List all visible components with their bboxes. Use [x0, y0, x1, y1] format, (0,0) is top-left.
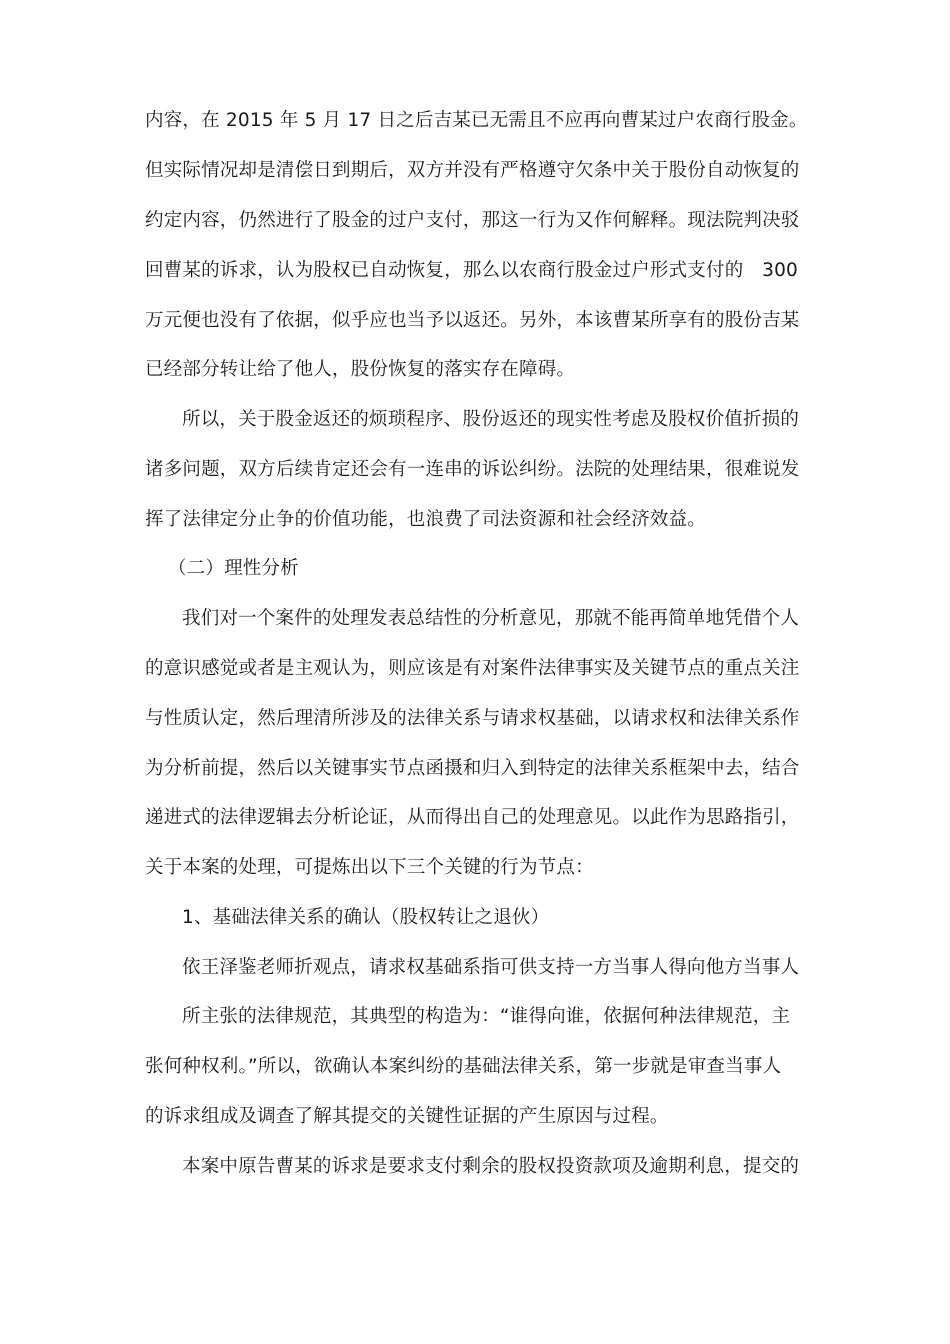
text-line: 诸多问题，双方后续肯定还会有一连串的诉讼纠纷。法院的处理结果，很难说发: [145, 459, 800, 480]
paragraph-first-line: 本案中原告曹某的诉求是要求支付剩余的股权投资款项及逾期利息，提交的: [182, 1156, 800, 1177]
text-line: 所主张的法律规范，其典型的构造为：“谁得向谁，依据何种法律规范，主: [182, 1006, 791, 1027]
text-line: 约定内容，仍然进行了股金的过户支付，那这一行为又作何解释。现法院判决驳: [145, 210, 800, 231]
text-line: 张何种权利。”所以，欲确认本案纠纷的基础法律关系，第一步就是审查当事人: [145, 1056, 782, 1077]
text-line: 内容，在 2015 年 5 月 17 日之后吉某已无需且不应再向曹某过户农商行股金。: [145, 110, 808, 131]
text-line: 递进式的法律逻辑去分析论证，从而得出自己的处理意见。以此作为思路指引，: [145, 807, 800, 828]
text-line: 为分析前提，然后以关键事实节点函摄和归入到特定的法律关系框架中去，结合: [145, 758, 800, 779]
section-heading: （二）理性分析: [168, 558, 299, 579]
paragraph-first-line: 我们对一个案件的处理发表总结性的分析意见，那就不能再简单地凭借个人: [182, 608, 800, 629]
paragraph-first-line: 依王泽鉴老师折观点，请求权基础系指可供支持一方当事人得向他方当事人: [182, 957, 800, 978]
text-line: 已经部分转让给了他人，股份恢复的落实存在障碍。: [145, 359, 576, 380]
subsection-heading: 1、基础法律关系的确认（股权转让之退伙）: [182, 907, 550, 928]
text-line: 万元便也没有了依据，似乎应也当予以返还。另外，本该曹某所享有的股份吉某: [145, 310, 800, 331]
text-line: 关于本案的处理，可提炼出以下三个关键的行为节点：: [145, 857, 594, 878]
text-line: 与性质认定，然后理清所涉及的法律关系与请求权基础，以请求权和法律关系作: [145, 708, 800, 729]
text-line: 回曹某的诉求，认为股权已自动恢复，那么以农商行股金过户形式支付的 300: [145, 260, 799, 281]
paragraph-first-line: 所以，关于股金返还的烦琐程序、股份返还的现实性考虑及股权价值折损的: [182, 409, 800, 430]
text-line: 的意识感觉或者是主观认为，则应该是有对案件法律事实及关键节点的重点关注: [145, 658, 800, 679]
text-line: 但实际情况却是清偿日到期后，双方并没有严格遵守欠条中关于股份自动恢复的: [145, 160, 800, 181]
text-line: 挥了法律定分止争的价值功能，也浪费了司法资源和社会经济效益。: [145, 509, 707, 530]
text-line: 的诉求组成及调查了解其提交的关键性证据的产生原因与过程。: [145, 1106, 669, 1127]
